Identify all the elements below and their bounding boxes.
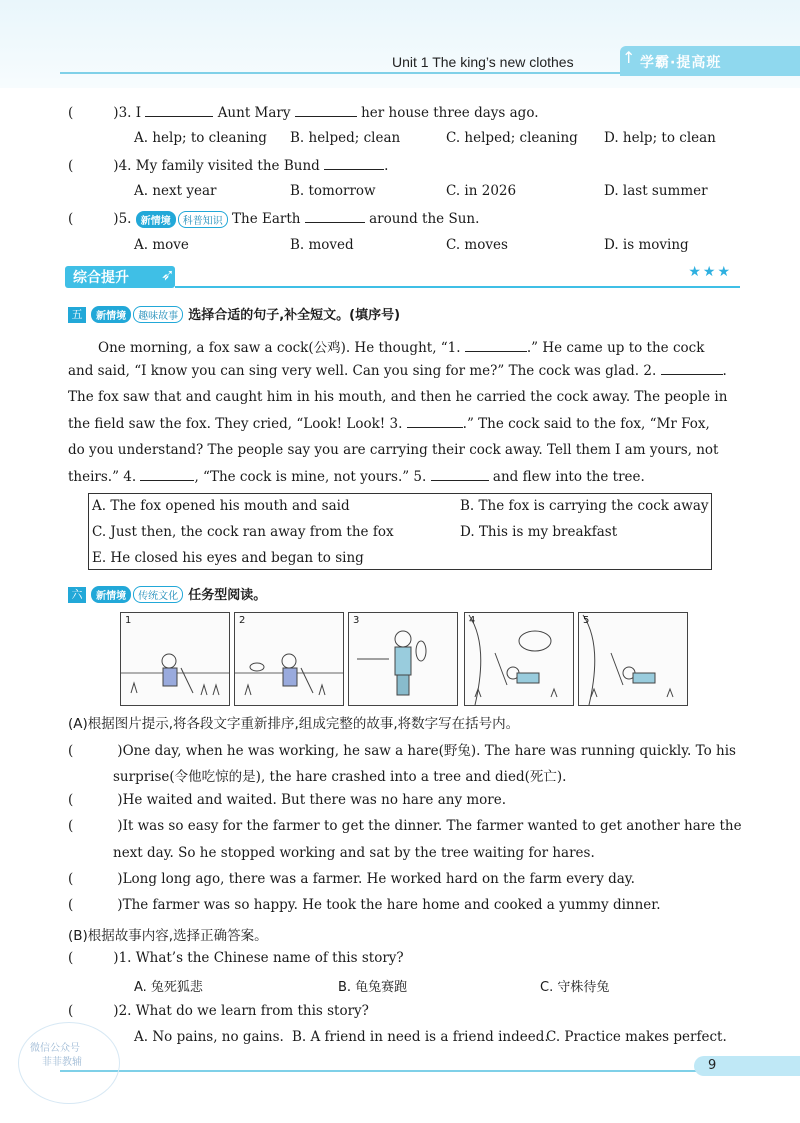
part6-instruction: 任务型阅读。 [188,588,267,603]
ordering-item: ( )The farmer was so happy. He took the hare home and cooked a yummy dinner. [68,897,661,913]
part5-heading [68,304,400,323]
difficulty-stars: ★★★ [688,264,732,280]
story-picture-2: 2 [234,612,344,706]
passage-line: The fox saw that and caught him in his mouth, and then he carried the cock away. The people in [68,389,728,405]
question-4: ( )4. My family visited the Bund . [68,158,389,174]
ordering-item-cont: surprise(令他吃惊的是), the hare crashed into a tree and died(死亡). [113,769,567,785]
option-a: A. next year [134,183,217,199]
option-c: C. in 2026 [446,183,517,199]
passage-line: do you understand? The people say you are carrying their cock away. Tell them I am yours, not [68,442,719,458]
unit-title: Unit 1 The king’s new clothes [392,54,574,70]
new-context-tag: 新情境 [91,586,131,603]
story-picture-1: 1 [120,612,230,706]
option-b: B. The fox is carrying the cock away [460,498,709,514]
question-5: ( )5. 新情境 科普知识 The Earth around the Sun. [68,211,480,227]
option-d: D. last summer [604,183,708,199]
blank[interactable] [295,104,357,117]
part5-instruction: 选择合适的句子,补全短文。(填序号) [188,308,401,323]
option-b: B. 龟兔赛跑 [338,980,408,995]
partB-instruction: (B)根据故事内容,选择正确答案。 [68,928,268,944]
story-picture-5: 5 [578,612,688,706]
topic-tag: 传统文化 [133,586,183,603]
part6-heading [68,584,266,603]
partB-question-1: ( )1. What’s the Chinese name of this story? [68,950,404,966]
option-a: A. No pains, no gains. [134,1029,284,1045]
option-a: A. help; to cleaning [134,130,267,146]
option-a: A. 兔死狐悲 [134,980,203,995]
passage-line: One morning, a fox saw a cock(公鸡). He thought, “1. .” He came up to the cock [98,340,705,356]
blank[interactable] [305,210,365,223]
page-number: 9 [708,1058,717,1073]
hare-running-illustration [235,613,343,705]
option-a: A. move [134,237,189,253]
rocket-icon: ➶ [161,265,175,284]
option-b: B. moved [290,237,354,253]
passage-line: the field saw the fox. They cried, “Look! Look! 3. .” The cock said to the fox, “Mr Fox, [68,416,710,432]
option-c: C. Practice makes perfect. [546,1029,727,1045]
option-c: C. Just then, the cock ran away from the fox [92,524,394,540]
option-a: A. The fox opened his mouth and said [92,498,350,514]
section-rule [175,286,740,288]
farmer-holding-hare-illustration [349,613,457,705]
ordering-item: ( )One day, when he was working, he saw a hare(野兔). The hare was running quickly. To his [68,743,736,759]
option-c: C. helped; cleaning [446,130,578,146]
section-header [65,262,740,290]
option-b: B. tomorrow [290,183,376,199]
ordering-item: ( )He waited and waited. But there was no hare any more. [68,792,507,808]
topic-tag: 科普知识 [178,211,228,228]
farmer-sleeping-illustration [579,613,687,705]
footer-rule [60,1070,800,1072]
section-title: 综合提升 [73,270,129,286]
topic-tag: 趣味故事 [133,306,183,323]
blank[interactable] [324,157,384,170]
option-c: C. 守株待兔 [540,980,610,995]
passage-line: and said, “I know you can sing very well. Can you sing for me?” The cock was glad. 2. . [68,363,727,379]
option-b: B. helped; clean [290,130,401,146]
ordering-item-cont: next day. So he stopped working and sat by the tree waiting for hares. [113,845,595,861]
option-d: D. This is my breakfast [460,524,618,540]
ordering-item: ( )Long long ago, there was a farmer. He worked hard on the farm every day. [68,871,635,887]
ordering-item: ( )It was so easy for the farmer to get the dinner. The farmer wanted to get another hare the [68,818,742,834]
partA-instruction: (A)根据图片提示,将各段文字重新排序,组成完整的故事,将数字写在括号内。 [68,716,520,732]
part-number: 五 [68,307,86,323]
story-picture-3: 3 [348,612,458,706]
option-d: D. is moving [604,237,689,253]
part-number: 六 [68,587,86,603]
arrow-up-icon: ↑ [622,48,636,67]
option-c: C. moves [446,237,508,253]
farmer-waiting-illustration [465,613,573,705]
new-context-tag: 新情境 [91,306,131,323]
blank[interactable] [145,104,213,117]
blank-3[interactable] [407,415,463,428]
passage-line: theirs.” 4. , “The cock is mine, not yours.” 5. and flew into the tree. [68,469,645,485]
partB-question-2: ( )2. What do we learn from this story? [68,1003,369,1019]
question-3: ( )3. I Aunt Mary her house three days ago. [68,105,539,121]
blank-2[interactable] [661,362,723,375]
blank-5[interactable] [431,468,489,481]
blank-1[interactable] [465,339,527,352]
blank-4[interactable] [140,468,194,481]
farmer-working-illustration [121,613,229,705]
new-context-tag: 新情境 [136,211,176,228]
story-picture-4: 4 [464,612,574,706]
option-d: D. help; to clean [604,130,716,146]
option-b: B. A friend in need is a friend indeed. [292,1029,549,1045]
watermark: 微信公众号 菲菲教辅 [30,1043,82,1068]
option-e: E. He closed his eyes and began to sing [92,550,364,566]
brand-label: 学霸·提高班 [640,55,722,71]
